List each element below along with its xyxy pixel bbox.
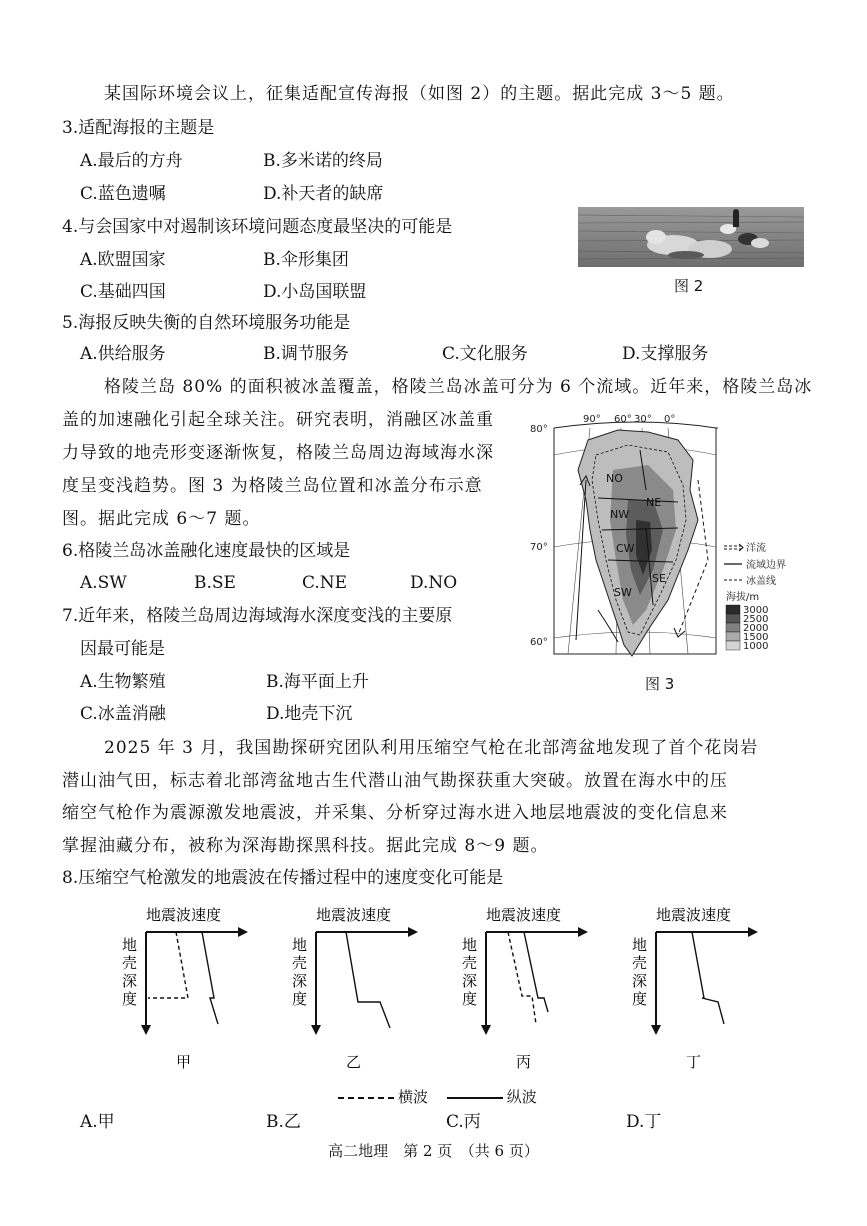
legend-p-wave: 纵波 bbox=[506, 1088, 537, 1106]
chart-yi bbox=[292, 906, 418, 1071]
legend-swatch-2500 bbox=[726, 614, 740, 623]
chart-jia-ylabel-1: 地 bbox=[122, 937, 138, 954]
fig3-caption: 图 3 bbox=[645, 675, 675, 693]
legend-dash-line bbox=[338, 1097, 394, 1099]
chart-ding-ylabel-4: 度 bbox=[632, 991, 648, 1008]
q3-option-b[interactable]: B.多米诺的终局 bbox=[263, 151, 383, 171]
legend-swatch-2000 bbox=[726, 623, 740, 632]
chart-ding-title: 地震波速度 bbox=[656, 907, 732, 924]
chart-yi-title: 地震波速度 bbox=[316, 907, 392, 924]
chart-yi-name: 乙 bbox=[346, 1054, 362, 1071]
q8-option-d[interactable]: D.丁 bbox=[626, 1112, 662, 1132]
chart-jia-ylabel-3: 深 bbox=[122, 973, 138, 990]
legend-elev-3000: 3000 bbox=[743, 605, 769, 616]
q7-option-b[interactable]: B.海平面上升 bbox=[266, 672, 369, 692]
legend-solid-line bbox=[447, 1097, 503, 1099]
chart-bing-title: 地震波速度 bbox=[486, 907, 562, 924]
q3-option-d[interactable]: D.补天者的缺席 bbox=[263, 184, 384, 204]
lon-label-30: 30° bbox=[634, 414, 652, 425]
legend-swatch-1500 bbox=[726, 632, 740, 641]
intro-text-3-line1: 2025 年 3 月，我国勘探研究团队利用压缩空气枪在北部湾盆地发现了首个花岗岩 bbox=[104, 738, 759, 758]
poster-image bbox=[578, 207, 804, 267]
intro-text-2-line5: 图。据此完成 6～7 题。 bbox=[62, 509, 261, 529]
lat-label-80: 80° bbox=[530, 424, 548, 435]
q7-stem-line2: 因最可能是 bbox=[80, 639, 165, 659]
q6-stem: 6.格陵兰岛冰盖融化速度最快的区域是 bbox=[62, 541, 351, 561]
lat-label-70: 70° bbox=[530, 542, 548, 553]
chart-jia-ylabel-4: 度 bbox=[122, 991, 138, 1008]
greenland-map bbox=[528, 410, 828, 672]
chart-yi-ylabel-4: 度 bbox=[292, 991, 308, 1008]
chart-ding-ylabel-1: 地 bbox=[632, 937, 648, 954]
chart-bing-ylabel-2: 壳 bbox=[462, 955, 478, 972]
q7-stem-line1: 7.近年来，格陵兰岛周边海域海水深度变浅的主要原 bbox=[62, 606, 453, 626]
chart-jia-p-wave bbox=[202, 932, 218, 1024]
intro-text-2-line3: 力导致的地壳形变逐渐恢复，格陵兰岛周边海域海水深 bbox=[62, 443, 494, 463]
chart-bing-p-wave bbox=[524, 932, 548, 1012]
region-label-no: NO bbox=[606, 472, 623, 485]
q4-option-b[interactable]: B.伞形集团 bbox=[263, 250, 349, 270]
intro-text-2-line2: 盖的加速融化引起全球关注。研究表明，消融区冰盖重 bbox=[62, 410, 494, 430]
legend-boundary: 流域边界 bbox=[746, 560, 786, 571]
chart-bing bbox=[462, 906, 588, 1071]
chart-jia bbox=[122, 906, 248, 1071]
q4-option-c[interactable]: C.基础四国 bbox=[80, 282, 166, 302]
legend-elev-1000: 1000 bbox=[743, 641, 769, 652]
lat-label-60: 60° bbox=[530, 637, 548, 648]
lon-label-0: 0° bbox=[664, 414, 676, 425]
q3-option-c[interactable]: C.蓝色遗嘱 bbox=[80, 184, 166, 204]
chart-jia-name: 甲 bbox=[176, 1054, 192, 1071]
lon-label-90: 90° bbox=[583, 414, 601, 425]
chart-jia-title: 地震波速度 bbox=[146, 907, 222, 924]
intro-text-1: 某国际环境会议上，征集适配宣传海报（如图 2）的主题。据此完成 3～5 题。 bbox=[104, 84, 735, 104]
q7-option-d[interactable]: D.地壳下沉 bbox=[266, 704, 353, 724]
chart-yi-ylabel-2: 壳 bbox=[292, 955, 308, 972]
region-label-cw: CW bbox=[616, 542, 635, 555]
q4-option-a[interactable]: A.欧盟国家 bbox=[80, 250, 166, 270]
q8-option-b[interactable]: B.乙 bbox=[266, 1112, 301, 1132]
legend-elev-2500: 2500 bbox=[743, 614, 769, 625]
q4-stem: 4.与会国家中对遏制该环境问题态度最坚决的可能是 bbox=[62, 217, 453, 237]
q5-stem: 5.海报反映失衡的自然环境服务功能是 bbox=[62, 313, 351, 333]
q5-option-d[interactable]: D.支撑服务 bbox=[622, 344, 709, 364]
q6-option-c[interactable]: C.NE bbox=[302, 573, 348, 593]
q6-option-a[interactable]: A.SW bbox=[80, 573, 127, 593]
q7-option-c[interactable]: C.冰盖消融 bbox=[80, 704, 166, 724]
legend-elevation-title: 海拔/m bbox=[726, 592, 760, 603]
q7-option-a[interactable]: A.生物繁殖 bbox=[80, 672, 166, 692]
legend-swatch-1000 bbox=[726, 641, 740, 650]
legend-ice-line: 冰盖线 bbox=[746, 576, 776, 587]
chart-jia-s-wave bbox=[148, 932, 188, 998]
q5-option-c[interactable]: C.文化服务 bbox=[442, 344, 528, 364]
page-footer: 高二地理 第 2 页 （共 6 页） bbox=[328, 1142, 539, 1160]
lon-label-60: 60° bbox=[614, 414, 632, 425]
chart-yi-p-wave bbox=[346, 932, 390, 1028]
chart-bing-ylabel-4: 度 bbox=[462, 991, 478, 1008]
intro-text-3-line2: 潜山油气田，标志着北部湾盆地古生代潜山油气勘探获重大突破。放置在海水中的压 bbox=[62, 771, 728, 791]
q6-option-b[interactable]: B.SE bbox=[194, 573, 236, 593]
chart-yi-ylabel-3: 深 bbox=[292, 973, 308, 990]
wave-legend bbox=[338, 1090, 537, 1105]
q5-option-b[interactable]: B.调节服务 bbox=[263, 344, 349, 364]
region-label-ne: NE bbox=[646, 496, 662, 509]
q8-option-c[interactable]: C.丙 bbox=[446, 1112, 481, 1132]
intro-text-3-line4: 掌握油藏分布，被称为深海勘探黑科技。据此完成 8～9 题。 bbox=[62, 836, 549, 856]
q5-option-a[interactable]: A.供给服务 bbox=[80, 344, 166, 364]
intro-text-2-line1: 格陵兰岛 80% 的面积被冰盖覆盖，格陵兰岛冰盖可分为 6 个流域。近年来，格陵兰岛冰 bbox=[104, 377, 813, 397]
region-label-se: SE bbox=[652, 572, 666, 585]
chart-bing-ylabel-1: 地 bbox=[462, 937, 478, 954]
chart-bing-name: 丙 bbox=[516, 1054, 532, 1071]
legend-elev-2000: 2000 bbox=[743, 623, 769, 634]
chart-bing-ylabel-3: 深 bbox=[462, 973, 478, 990]
chart-ding-ylabel-3: 深 bbox=[632, 973, 648, 990]
legend-s-wave: 横波 bbox=[398, 1088, 429, 1106]
legend-swatch-3000 bbox=[726, 605, 740, 614]
chart-yi-ylabel-1: 地 bbox=[292, 937, 308, 954]
chart-ding-ylabel-2: 壳 bbox=[632, 955, 648, 972]
q3-stem: 3.适配海报的主题是 bbox=[62, 118, 215, 138]
region-label-sw: SW bbox=[614, 586, 632, 599]
intro-text-2-line4: 度呈变浅趋势。图 3 为格陵兰岛位置和冰盖分布示意 bbox=[62, 476, 483, 496]
intro-text-3-line3: 缩空气枪作为震源激发地震波，并采集、分析穿过海水进入地层地震波的变化信息来 bbox=[62, 803, 728, 823]
seismic-wave-charts bbox=[118, 902, 778, 1082]
q4-option-d[interactable]: D.小岛国联盟 bbox=[263, 282, 367, 302]
region-label-nw: NW bbox=[610, 508, 630, 521]
chart-ding bbox=[632, 906, 758, 1071]
chart-bing-s-wave bbox=[508, 932, 536, 1024]
q6-option-d[interactable]: D.NO bbox=[410, 573, 458, 593]
q3-option-a[interactable]: A.最后的方舟 bbox=[80, 151, 183, 171]
q8-stem: 8.压缩空气枪激发的地震波在传播过程中的速度变化可能是 bbox=[62, 868, 504, 888]
chart-ding-name: 丁 bbox=[686, 1054, 702, 1071]
legend-current: 洋流 bbox=[746, 543, 766, 554]
fig2-caption: 图 2 bbox=[674, 277, 704, 295]
chart-ding-p-wave bbox=[692, 932, 724, 1024]
chart-jia-ylabel-2: 壳 bbox=[122, 955, 138, 972]
q8-option-a[interactable]: A.甲 bbox=[80, 1112, 115, 1132]
legend-elev-1500: 1500 bbox=[743, 632, 769, 643]
